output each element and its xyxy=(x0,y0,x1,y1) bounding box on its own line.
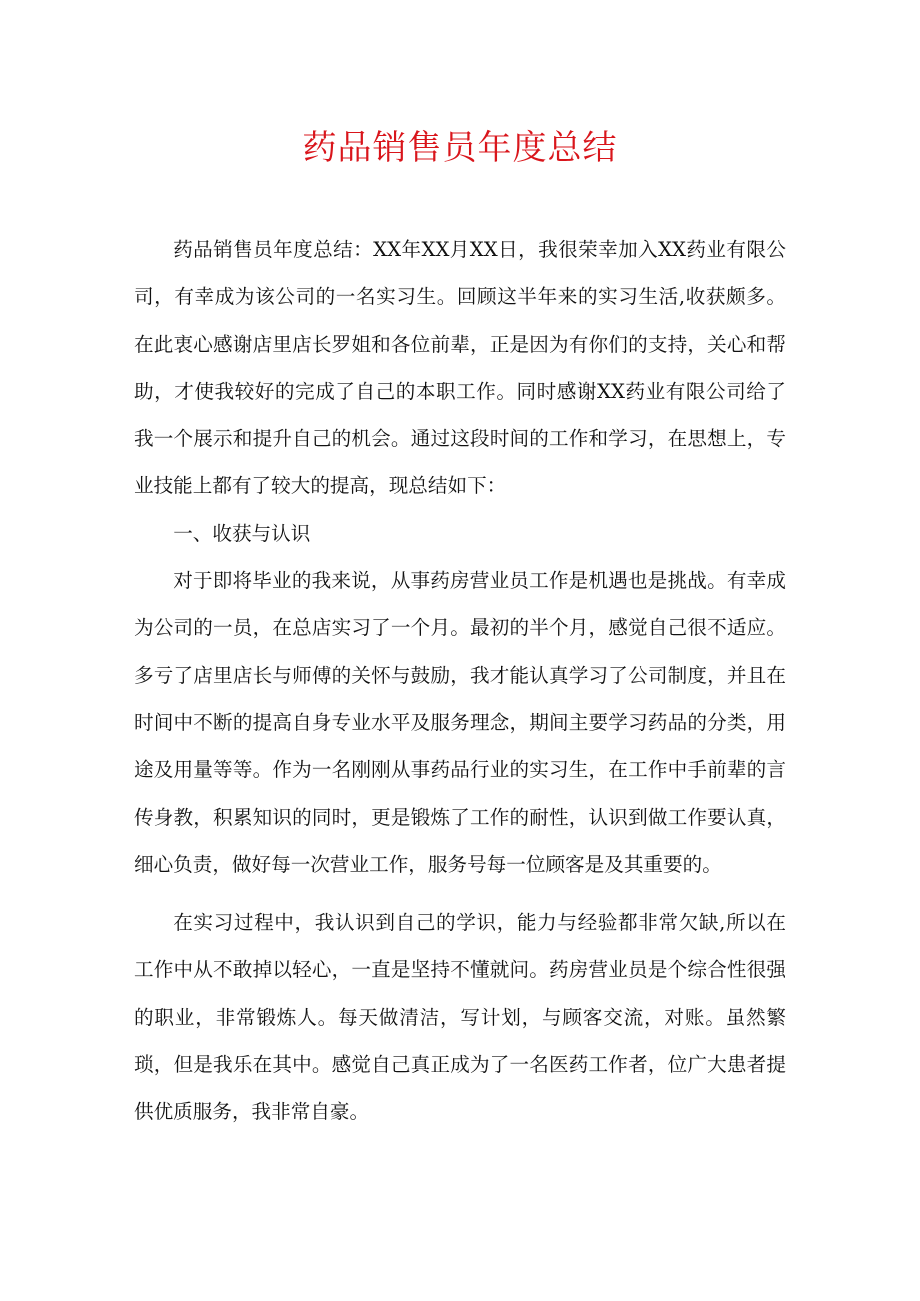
paragraph-internship: 在实习过程中，我认识到自己的学识，能力与经验都非常欠缺,所以在工作中从不敢掉以轻心，一直是坚持不懂就问。药房营业员是个综合性很强的职业，非常锻炼人。每天做清洁，写计划，与顾客交流，对账。虽然繁琐，但是我乐在其中。感觉自己真正成为了一名医药工作者，位广大患者提供优质服务，我非常自豪。 xyxy=(134,911,786,1124)
document-title: 药品销售员年度总结 xyxy=(302,128,618,168)
paragraph-gains: 对于即将毕业的我来说，从事药房营业员工作是机遇也是挑战。有幸成为公司的一员，在总店实习了一个月。最初的半个月，感觉自己很不适应。多亏了店里店长与师傅的关怀与鼓励，我才能认真学习了公司制度，并且在时间中不断的提高自身专业水平及服务理念，期间主要学习药品的分类，用途及用量等等。作为一名刚刚从事药品行业的实习生，在工作中手前辈的言传身教，积累知识的同时，更是锻炼了工作的耐性，认识到做工作要认真，细心负责，做好每一次营业工作，服务号每一位顾客是及其重要的。 xyxy=(134,569,786,876)
document-body xyxy=(134,226,786,1136)
paragraph-intro: 药品销售员年度总结：XX年XX月XX日，我很荣幸加入XX药业有限公司，有幸成为该公司的一名实习生。回顾这半年来的实习生活,收获颇多。在此衷心感谢店里店长罗姐和各位前辈，正是因为有你们的支持，关心和帮助，才使我较好的完成了自己的本职工作。同时感谢XX药业有限公司给了我一个展示和提升自己的机会。通过这段时间的工作和学习，在思想上，专业技能上都有了较大的提高，现总结如下： xyxy=(134,238,786,498)
section-heading-gains: 一、收获与认识 xyxy=(173,521,311,545)
